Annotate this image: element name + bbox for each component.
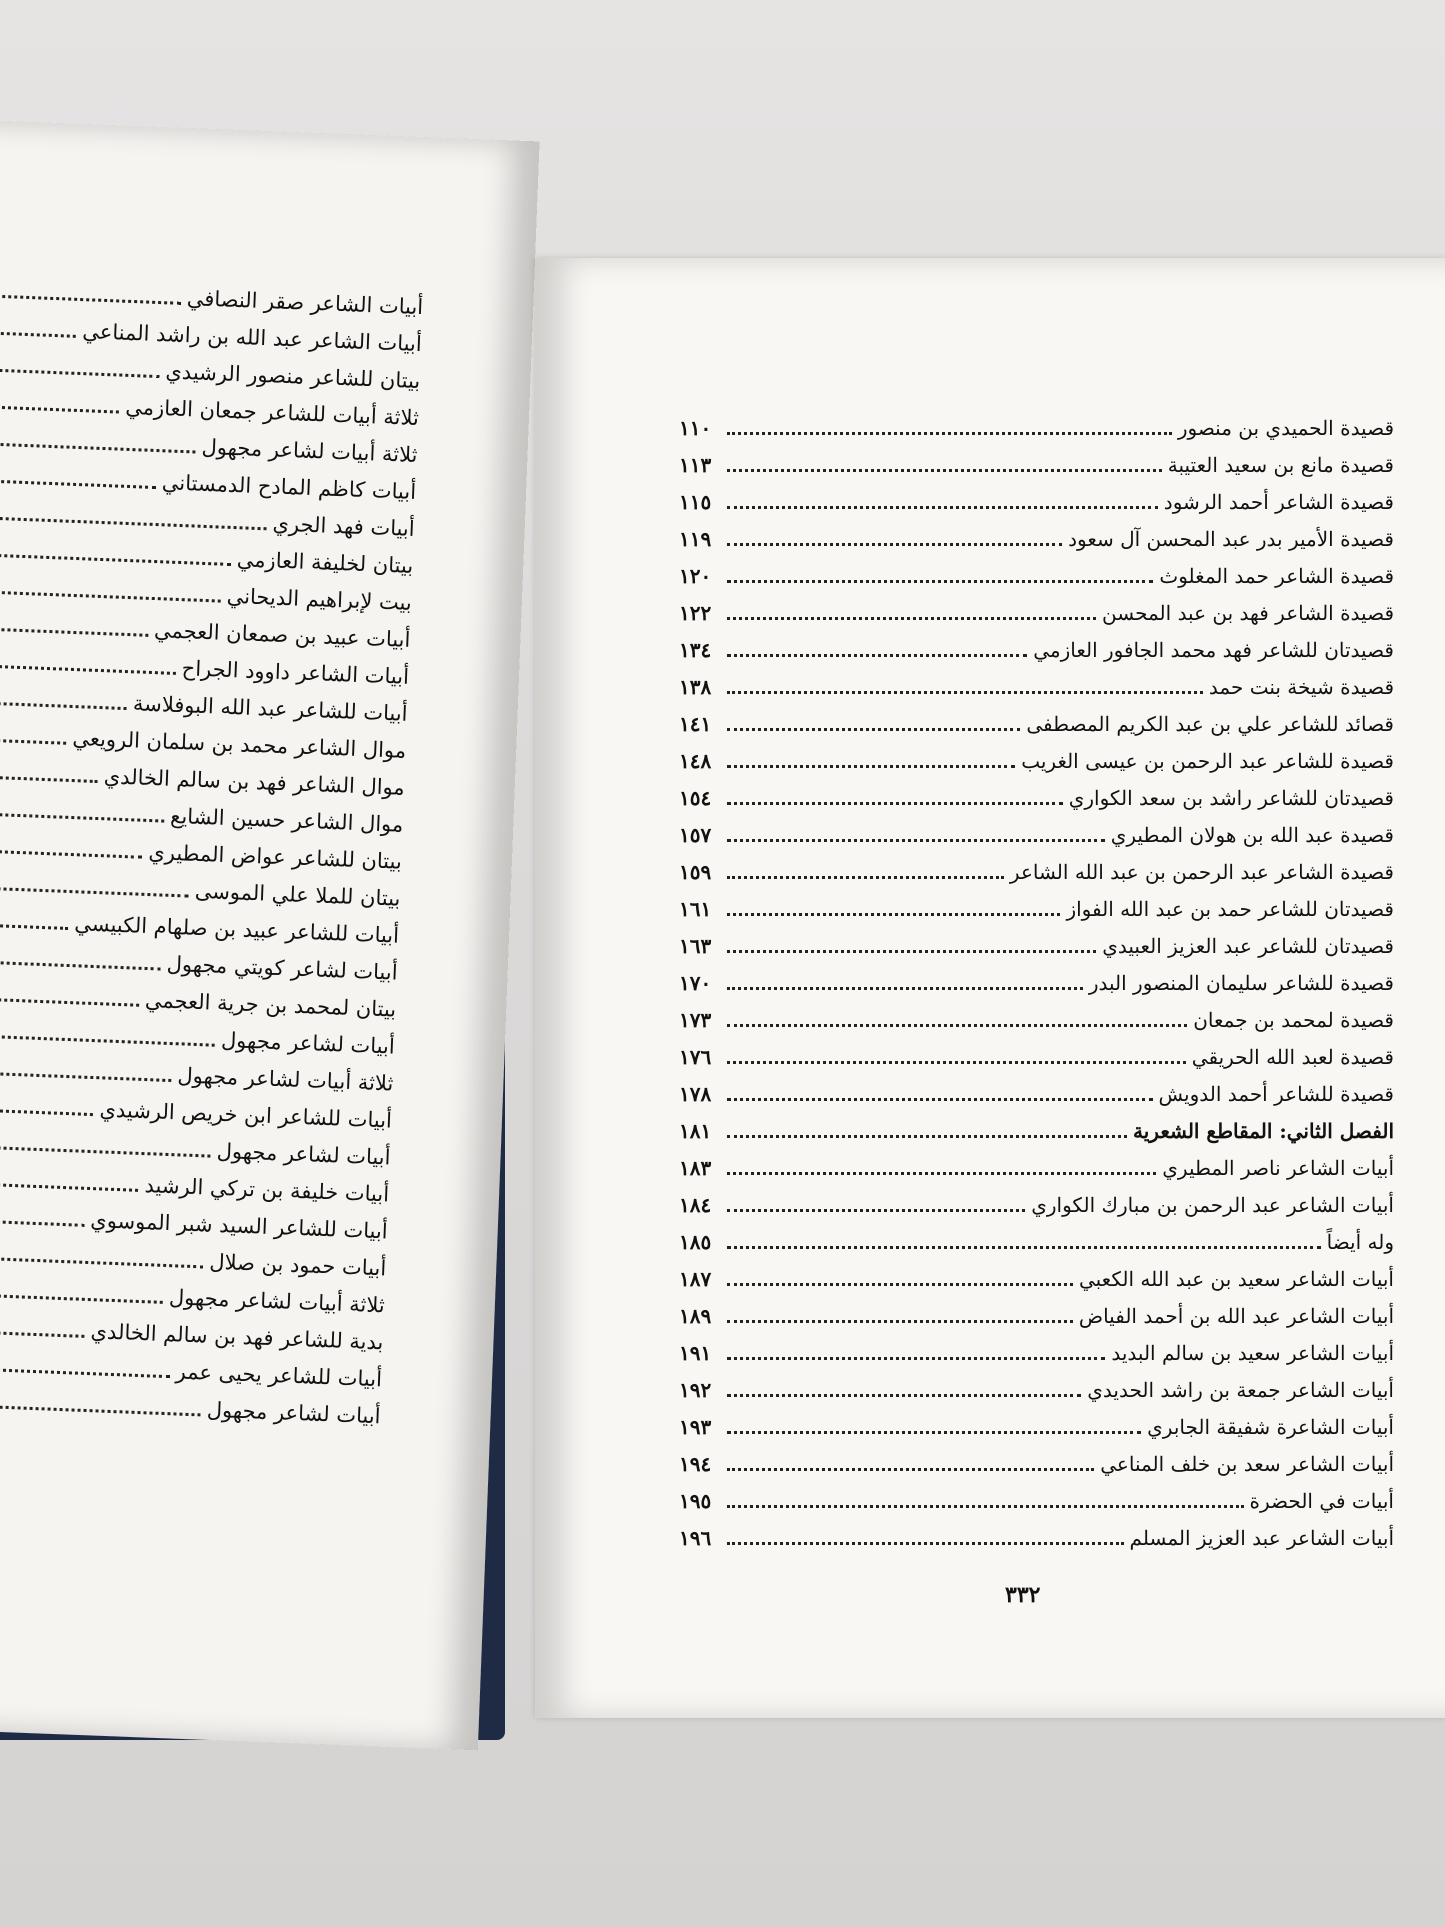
toc-entry-title: أبيات فهد الجري (272, 511, 416, 541)
toc-entry-title: أبيات الشاعرة شفيقة الجابري (1147, 1415, 1394, 1439)
toc-leader-dots (727, 1320, 1073, 1323)
toc-entry-page: ١٥٩ (679, 860, 712, 884)
toc-leader-dots (0, 590, 221, 602)
toc-entry-title: موال الشاعر محمد بن سلمان الرويعي (72, 726, 407, 763)
toc-entry-page: ١٧٠ (679, 971, 712, 995)
toc-entry-page: ١٢٢ (679, 601, 712, 625)
toc-entry (679, 1267, 1394, 1304)
toc-leader-dots (0, 1071, 171, 1082)
toc-entry-page: ١٥٧ (679, 823, 712, 847)
toc-entry-title: قصيدة لعبد الله الحريقي (1191, 1045, 1394, 1069)
toc-entry (679, 675, 1394, 712)
toc-entry-title: بيتان للشاعر منصور الرشيدي (165, 359, 421, 394)
right-page (535, 258, 1445, 1718)
toc-leader-dots (727, 1209, 1025, 1212)
toc-leader-dots (727, 839, 1105, 842)
toc-leader-dots (727, 1246, 1321, 1249)
toc-leader-dots (0, 997, 139, 1007)
toc-entry-title: أبيات للشاعر السيد شبر الموسوي (89, 1208, 389, 1244)
toc-entry-title: ثلاثة أبيات لشاعر مجهول (168, 1285, 386, 1318)
toc-entry-title: أبيات حمود بن صلال (208, 1249, 387, 1281)
toc-entry-title: قصيدتان للشاعر راشد بن سعد الكواري (1068, 786, 1394, 810)
toc-leader-dots (0, 294, 181, 304)
toc-entry-title: قصائد للشاعر علي بن عبد الكريم المصطفى (1026, 712, 1394, 736)
toc-leader-dots (727, 506, 1158, 509)
toc-leader-dots (727, 728, 1020, 731)
toc-entry (679, 1378, 1394, 1415)
toc-leader-dots (0, 1256, 203, 1269)
toc-entry (679, 416, 1394, 453)
toc-leader-dots (727, 1431, 1141, 1434)
toc-leader-dots (0, 849, 142, 859)
toc-entry-page: ١٧٨ (679, 1082, 712, 1106)
toc-entry (679, 971, 1394, 1008)
toc-leader-dots (727, 1357, 1105, 1360)
toc-leader-dots (0, 812, 164, 822)
toc-entry-title: قصيدة الشاعر أحمد الرشود (1163, 490, 1394, 514)
toc-entry-title: بيتان لمحمد بن جرية العجمي (144, 987, 397, 1022)
toc-leader-dots (0, 664, 176, 675)
toc-entry (679, 860, 1394, 897)
toc-entry-title: قصيدة الأمير بدر عبد المحسن آل سعود (1068, 527, 1394, 551)
toc-leader-dots (727, 987, 1083, 990)
toc-entry (679, 712, 1394, 749)
toc-leader-dots (0, 1219, 84, 1227)
toc-entry (679, 786, 1394, 823)
toc-leader-dots (727, 1505, 1244, 1508)
toc-leader-dots (727, 1061, 1186, 1064)
toc-entry-page: ١١٠ (679, 416, 712, 440)
toc-entry (679, 1341, 1394, 1378)
toc-leader-dots (0, 442, 196, 453)
toc-entry (679, 1045, 1394, 1082)
toc-entry (679, 564, 1394, 601)
toc-entry (679, 1156, 1394, 1193)
toc-entry-page: ١٧٣ (679, 1008, 712, 1032)
toc-entry-page: ١١٥ (679, 490, 712, 514)
toc-entry-title: أبيات الشاعر صقر النصافي (186, 286, 424, 320)
toc-entry-title: أبيات في الحضرة (1249, 1489, 1394, 1513)
toc-entry-title: أبيات لشاعر مجهول (220, 1027, 396, 1059)
toc-entry-title: أبيات خليفة بن تركي الرشيد (144, 1173, 390, 1207)
toc-leader-dots (0, 1367, 170, 1379)
toc-entry-title: أبيات الشاعر جمعة بن راشد الحديدي (1087, 1378, 1394, 1402)
toc-entry (679, 1526, 1394, 1563)
toc-entry (679, 1452, 1394, 1489)
toc-entry-page: ١٩٣ (679, 1415, 712, 1439)
toc-entry-title: موال الشاعر حسين الشايع (169, 803, 404, 837)
toc-entry-title: أبيات للشاعر عبد الله البوفلاسة (132, 691, 408, 726)
toc-entry (679, 638, 1394, 675)
toc-entry-page: ١٩٤ (679, 1452, 712, 1476)
toc-entry-page: ١٥٤ (679, 786, 712, 810)
toc-entry (679, 897, 1394, 934)
toc-entry-title: أبيات الشاعر سعد بن خلف المناعي (1100, 1452, 1394, 1476)
toc-leader-dots (0, 368, 159, 378)
toc-entry-page: ١٦١ (679, 897, 712, 921)
toc-entry-page: ١٨٤ (679, 1193, 712, 1217)
toc-entry-title: قصيدتان للشاعر عبد العزيز العبيدي (1102, 934, 1394, 958)
toc-entry-title: وله أيضاً (1326, 1230, 1394, 1254)
toc-leader-dots (727, 432, 1172, 435)
toc-leader-dots (0, 701, 127, 710)
toc-leader-dots (727, 913, 1060, 916)
toc-entry-page: ١٨١ (679, 1119, 712, 1143)
toc-entry-page: ١٨٩ (679, 1304, 712, 1328)
toc-entry (679, 527, 1394, 564)
toc-leader-dots (727, 802, 1063, 805)
toc-entry (679, 934, 1394, 971)
toc-entry-title: قصيدة للشاعر أحمد الدويش (1158, 1082, 1394, 1106)
toc-leader-dots (727, 654, 1027, 657)
toc-entry-title: أبيات لشاعر كويتي مجهول (166, 951, 399, 985)
toc-entry-page: ١٨٣ (679, 1156, 712, 1180)
toc-entry-title: بيتان لخليفة العازمي (236, 547, 414, 578)
toc-entry-title: قصيدة الشاعر حمد المغلوث (1159, 564, 1394, 588)
toc-entry-title: أبيات عبيد بن صمعان العجمي (153, 618, 411, 652)
toc-entry-title: أبيات الشاعر ناصر المطيري (1162, 1156, 1394, 1180)
toc-entry-title: أبيات لشاعر مجهول (216, 1138, 391, 1170)
toc-entry-page: ١٧٦ (679, 1045, 712, 1069)
toc-entry-title: أبيات الشاعر عبد العزيز المسلم (1129, 1526, 1394, 1550)
toc-entry (679, 1119, 1394, 1156)
toc-entry-title: قصيدة الحميدي بن منصور (1177, 416, 1394, 440)
toc-entry (679, 749, 1394, 786)
toc-leader-dots (0, 1330, 85, 1338)
right-toc-list (679, 416, 1394, 1563)
toc-entry (679, 823, 1394, 860)
toc-entry-title: بيتان للملا علي الموسى (194, 878, 401, 911)
toc-entry-title: أبيات للشاعر عبيد بن صلهام الكبيسي (73, 911, 400, 948)
toc-leader-dots (727, 1283, 1073, 1286)
toc-leader-dots (727, 1024, 1187, 1027)
toc-entry-page: ١٤٨ (679, 749, 712, 773)
toc-leader-dots (727, 876, 1004, 879)
toc-entry-title: بدية للشاعر فهد بن سالم الخالدي (90, 1319, 384, 1355)
toc-leader-dots (727, 580, 1153, 583)
toc-entry-title: أبيات الشاعر عبد الله بن راشد المناعي (81, 319, 423, 357)
toc-entry-title: أبيات للشاعر يحيى عمر (175, 1359, 383, 1392)
toc-leader-dots (0, 923, 68, 930)
toc-leader-dots (0, 775, 98, 783)
toc-entry (679, 1415, 1394, 1452)
toc-entry-page: ١٩٢ (679, 1378, 712, 1402)
toc-leader-dots (727, 691, 1203, 694)
toc-entry-title: قصيدة الشاعر عبد الرحمن بن عبد الله الشاعر (1009, 860, 1394, 884)
toc-entry-page: ١١٣ (679, 453, 712, 477)
toc-leader-dots (0, 405, 119, 413)
toc-leader-dots (0, 1145, 211, 1158)
toc-entry-page: ١٩٥ (679, 1489, 712, 1513)
toc-entry (679, 1082, 1394, 1119)
toc-entry-page: ١٩١ (679, 1341, 712, 1365)
toc-entry-title: أبيات كاظم المادح الدمستاني (161, 470, 417, 505)
toc-entry-title: أبيات الشاعر عبد الله بن أحمد الفياض (1078, 1304, 1394, 1328)
toc-entry-title: ثلاثة أبيات لشاعر مجهول (177, 1063, 394, 1096)
toc-leader-dots (0, 738, 66, 745)
toc-entry-title: الفصل الثاني: المقاطع الشعرية (1133, 1119, 1394, 1143)
toc-entry (679, 1008, 1394, 1045)
toc-entry (679, 1304, 1394, 1341)
toc-entry-title: بيت لإبراهيم الديحاني (226, 583, 413, 615)
toc-entry-page: ١٤١ (679, 712, 712, 736)
toc-entry-page: ١٣٨ (679, 675, 712, 699)
toc-entry-title: موال الشاعر فهد بن سالم الخالدي (103, 764, 406, 800)
toc-leader-dots (727, 617, 1096, 620)
toc-entry-title: قصيدة للشاعر عبد الرحمن بن عيسى الغريب (1021, 749, 1394, 773)
toc-entry-page: ١٨٥ (679, 1230, 712, 1254)
toc-entry-title: قصيدة مانع بن سعيد العتيبة (1167, 453, 1394, 477)
toc-entry-title: قصيدتان للشاعر حمد بن عبد الله الفواز (1066, 897, 1394, 921)
toc-entry-title: قصيدة للشاعر سليمان المنصور البدر (1088, 971, 1394, 995)
toc-entry-title: أبيات للشاعر ابن خريص الرشيدي (99, 1097, 393, 1133)
toc-leader-dots (727, 1098, 1153, 1101)
left-toc-list (0, 278, 424, 1441)
toc-entry-page: ١٣٤ (679, 638, 712, 662)
toc-leader-dots (727, 469, 1162, 472)
toc-leader-dots (727, 950, 1096, 953)
toc-leader-dots (0, 1293, 163, 1304)
toc-entry (679, 1489, 1394, 1526)
toc-leader-dots (0, 886, 189, 898)
toc-entry (679, 490, 1394, 527)
toc-leader-dots (0, 331, 76, 337)
toc-leader-dots (0, 1108, 93, 1116)
toc-leader-dots (727, 1468, 1094, 1471)
toc-entry-title: ثلاثة أبيات لشاعر مجهول (201, 434, 418, 468)
toc-leader-dots (0, 1404, 201, 1417)
toc-entry-title: قصيدتان للشاعر فهد محمد الجافور العازمي (1033, 638, 1394, 662)
toc-leader-dots (0, 553, 231, 566)
toc-leader-dots (727, 1172, 1156, 1175)
toc-entry (679, 453, 1394, 490)
toc-entry-page: ١٦٣ (679, 934, 712, 958)
toc-entry-title: أبيات الشاعر عبد الرحمن بن مبارك الكواري (1031, 1193, 1394, 1217)
toc-entry-title: أبيات لشاعر مجهول (206, 1397, 381, 1429)
toc-leader-dots (0, 1034, 215, 1047)
left-page (0, 120, 540, 1750)
toc-entry-page: ١٢٠ (679, 564, 712, 588)
toc-leader-dots (0, 960, 161, 971)
toc-entry-title: بيتان للشاعر عواض المطيري (148, 840, 403, 874)
toc-entry-page: ١٩٦ (679, 1526, 712, 1550)
toc-leader-dots (0, 1182, 139, 1192)
toc-leader-dots (0, 627, 148, 637)
toc-entry-title: قصيدة عبد الله بن هولان المطيري (1110, 823, 1394, 847)
toc-entry-title: قصيدة شيخة بنت حمد (1208, 675, 1394, 699)
toc-entry-title: أبيات الشاعر سعيد بن سالم البديد (1111, 1341, 1394, 1365)
toc-leader-dots (0, 516, 266, 530)
toc-entry-title: أبيات الشاعر سعيد بن عبد الله الكعبي (1078, 1267, 1394, 1291)
toc-leader-dots (727, 1542, 1124, 1545)
toc-entry-page: ١١٩ (679, 527, 712, 551)
toc-entry (679, 601, 1394, 638)
toc-entry-title: قصيدة الشاعر فهد بن عبد المحسن (1102, 601, 1394, 625)
toc-leader-dots (0, 479, 156, 489)
toc-entry-title: أبيات الشاعر داوود الجراح (181, 656, 410, 689)
right-page-number: ٣٣٢ (1005, 1582, 1041, 1608)
toc-entry-page: ١٨٧ (679, 1267, 712, 1291)
toc-entry (679, 1193, 1394, 1230)
toc-leader-dots (727, 543, 1062, 546)
toc-leader-dots (727, 1394, 1081, 1397)
toc-entry-title: قصيدة لمحمد بن جمعان (1193, 1008, 1394, 1032)
toc-leader-dots (727, 1135, 1127, 1138)
toc-entry-title: ثلاثة أبيات للشاعر جمعان العازمي (124, 394, 420, 431)
toc-leader-dots (727, 765, 1015, 768)
toc-entry (679, 1230, 1394, 1267)
